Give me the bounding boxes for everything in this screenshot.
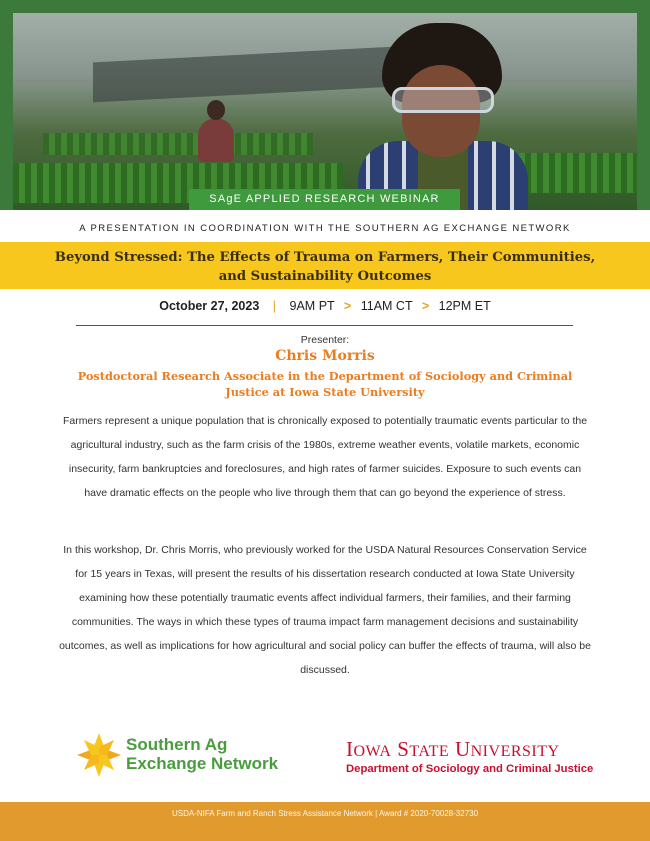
presenter-name: Chris Morris (275, 348, 375, 364)
isu-department: Department of Sociology and Criminal Justice (346, 763, 594, 775)
chevron-right-icon: > (421, 299, 430, 313)
sa-logo-line-1: Southern Ag (126, 735, 228, 754)
divider-rule (76, 325, 573, 326)
iowa-state-logo (346, 737, 636, 775)
presenter-title: Postdoctoral Research Associate in the Department of Sociology and Criminal Justice at Iowa State University (77, 369, 573, 399)
description-paragraph-2: In this workshop, Dr. Chris Morris, who previously worked for the USDA Natural Resources Conservation Service for 15 years in Texas, will present the results of his dissertation research conducted at Iowa State University examining how these potentially traumatic events affect individual farmers, their families, and their farming communities. The ways in which these types of trauma impact farm management decisions and sustainability outcomes, as well as implications for how agricultural and social policy can buffer the effects of trauma, will also be discussed. (59, 544, 591, 676)
divider: | (272, 299, 277, 313)
footer-text: USDA-NIFA Farm and Ranch Stress Assistance Network | Award # 2020-70028-32730 (171, 809, 479, 818)
presenter-label: Presenter: (300, 334, 350, 346)
time-pt: 9AM PT (289, 299, 335, 313)
webinar-title: Beyond Stressed: The Effects of Trauma on Farmers, Their Communities, and Sustainability Outcomes (54, 250, 596, 284)
sa-logo-line-2: Exchange Network (126, 754, 279, 773)
southern-ag-logo (76, 732, 316, 782)
greenhouse-photo (13, 13, 637, 210)
coordination-line: A PRESENTATION IN COORDINATION WITH THE SOUTHERN AG EXCHANGE NETWORK (79, 223, 571, 234)
star-icon (76, 732, 122, 778)
date-time-line (0, 299, 650, 313)
event-date: October 27, 2023 (159, 299, 260, 313)
footer-bar (0, 802, 650, 841)
time-et: 12PM ET (438, 299, 491, 313)
series-label: SAgE APPLIED RESEARCH WEBINAR SERIES (189, 189, 460, 210)
chevron-right-icon: > (343, 299, 352, 313)
title-band (0, 242, 650, 289)
hero-banner (0, 0, 650, 226)
time-ct: 11AM CT (360, 299, 413, 313)
description-paragraph-1: Farmers represent a unique population that is chronically exposed to potentially traumatic events particular to the agricultural industry, such as the farm crisis of the 1980s, extreme weather events, volatile markets, economic insecurity, farm bankruptcies and foreclosures, and high rates of farmer suicides. Exposure to such events can have dramatic effects on the people who live through them that can go beyond the experience of stress. (62, 415, 588, 499)
isu-wordmark: IOWA STATE UNIVERSITY (346, 737, 560, 761)
